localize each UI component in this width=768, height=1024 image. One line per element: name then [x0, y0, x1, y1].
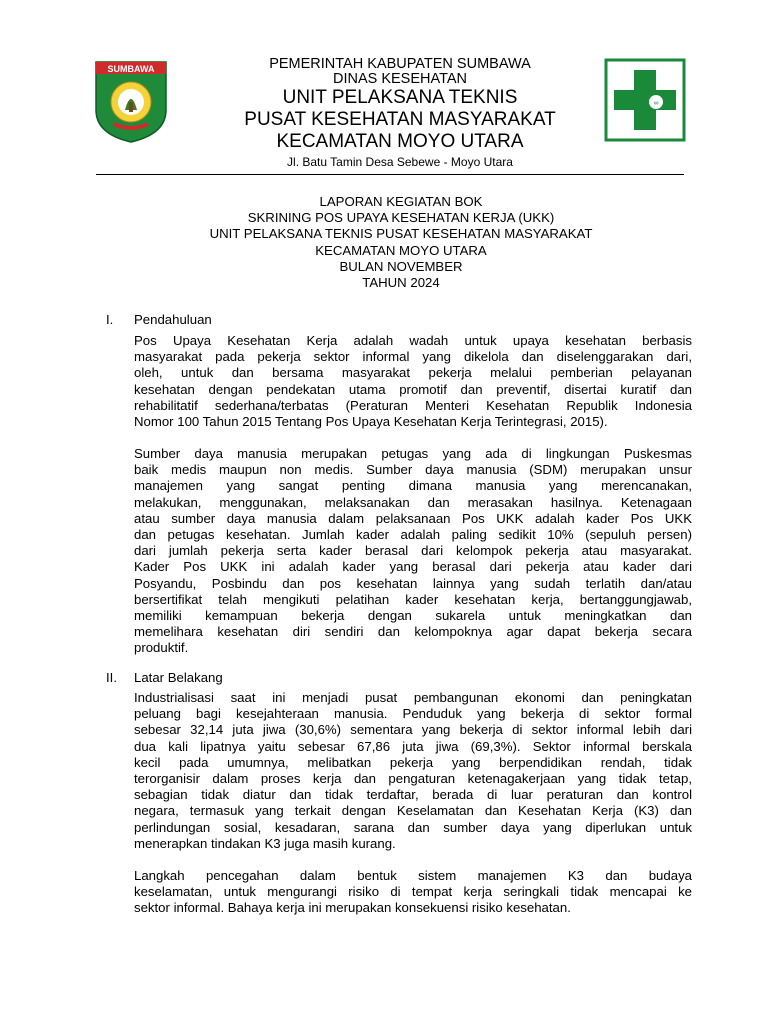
section-heading: Latar Belakang — [134, 670, 223, 685]
report-title-line: SKRINING POS UPAYA KESEHATAN KERJA (UKK) — [247, 210, 555, 226]
text-line: manajemen yang sangat penting dimana manusia yang merencanakan, — [134, 478, 692, 494]
letterhead-unit: UNIT PELAKSANA TEKNIS — [282, 87, 518, 108]
text-line: peluang bagi kesejahteraan manusia. Penduduk yang bekerja di sektor formal — [134, 706, 692, 722]
text-line: memelihara kesehatan diri sendiri dan kelompoknya agar dapat bekerja secara — [134, 624, 692, 640]
text-line: dari jumlah pekerja serta kader berasal dari kelompok pekerja atau masyarakat. — [134, 543, 692, 559]
text-line: negara, termasuk yang terkait dengan Keselamatan dan Kesehatan Kerja (K3) dan — [134, 803, 692, 819]
text-line: oleh, untuk dan bersama masyarakat pekerja melalui pemberian pelayanan — [134, 365, 692, 381]
text-line: baik medis maupun non medis. Sumber daya manusia (SDM) merupakan unsur — [134, 462, 692, 478]
text-line: sektor informal. Bahaya kerja ini merupakan konsekuensi risiko kesehatan. — [134, 900, 571, 916]
text-line: keselamatan, untuk mengurangi risiko di tempat kerja seringkali tidak mencapai ke — [134, 884, 692, 900]
report-title-line: BULAN NOVEMBER — [339, 258, 463, 274]
text-line: terorganisir dalam proses kerja dan pengaturan ketenagakerjaan yang tidak tetap, — [134, 770, 692, 786]
text-line: Nomor 100 Tahun 2015 Tentang Pos Upaya Kesehatan Kerja Terintegrasi, 2015). — [134, 413, 608, 429]
paragraph — [134, 868, 692, 917]
svg-text:∞: ∞ — [653, 100, 659, 107]
text-line: Langkah pencegahan dalam bentuk sistem manajemen K3 dan budaya — [134, 868, 692, 883]
text-line: rehabilitatif sederhana/terbatas (Peraturan Menteri Kesehatan Republik Indonesia — [134, 397, 692, 413]
report-title-line: LAPORAN KEGIATAN BOK — [319, 194, 483, 209]
text-line: memiliki kemampuan bekerja dengan sukarela untuk meningkatkan dan — [134, 607, 692, 623]
text-line: produktif. — [134, 640, 189, 656]
puskesmas-cross-icon — [604, 58, 686, 142]
letterhead-puskesmas: PUSAT KESEHATAN MASYARAKAT — [244, 109, 556, 130]
text-line: Sumber daya manusia merupakan petugas yang ada di lingkungan Puskesmas — [134, 446, 692, 461]
letterhead-government: PEMERINTAH KABUPATEN SUMBAWA — [269, 56, 531, 72]
section-number: II. — [106, 670, 117, 685]
text-line: kecil pada umumnya, melibatkan pekerja yang berpendidikan rendah, tidak — [134, 754, 692, 770]
letterhead — [200, 57, 600, 170]
text-line: dua kali lipatnya yaitu sebesar 67,86 juta jiwa (69,3%). Sektor informal berskala — [134, 738, 692, 754]
paragraph — [134, 446, 692, 656]
text-line: dan petugas kesehatan. Jumlah kader adalah paling sedikit 10% (sepuluh persen) — [134, 526, 692, 542]
text-line: Kader Pos UKK ini adalah kader yang berasal dari pekerja atau kader dari — [134, 559, 692, 575]
emblem-text: SUMBAWA — [107, 64, 155, 74]
section-heading: Pendahuluan — [134, 312, 212, 327]
text-line: sebagian tidak diatur dan tidak terdaftar, berada di luar peraturan dan kontrol — [134, 787, 692, 803]
text-line: Industrialisasi saat ini menjadi pusat pembangunan ekonomi dan peningkatan — [134, 690, 692, 705]
paragraph — [134, 333, 692, 430]
section-number: I. — [106, 312, 114, 327]
text-line: Pos Upaya Kesehatan Kerja adalah wadah untuk upaya kesehatan berbasis — [134, 333, 692, 348]
report-title-line: TAHUN 2024 — [362, 275, 440, 291]
paragraph — [134, 690, 692, 852]
text-line: perlindungan sosial, kesadaran, sarana dan sumber daya yang diperlukan untuk — [134, 819, 692, 835]
letterhead-district: KECAMATAN MOYO UTARA — [276, 131, 524, 152]
text-line: Posyandu, Posbindu dan pos kesehatan lainnya yang sudah terlatih dan/atau — [134, 575, 692, 591]
text-line: masyarakat pada pekerja sektor informal yang dikelola dan diselenggarakan dari, — [134, 349, 692, 365]
letterhead-address: Jl. Batu Tamin Desa Sebewe - Moyo Utara — [287, 155, 513, 169]
letterhead-department: DINAS KESEHATAN — [332, 71, 468, 87]
report-title-line: KECAMATAN MOYO UTARA — [315, 242, 487, 258]
text-line: melakukan, menggunakan, melaksanakan dan merasakan hasilnya. Ketenagaan — [134, 494, 692, 510]
report-title-line: UNIT PELAKSANA TEKNIS PUSAT KESEHATAN MASYARAKAT — [209, 226, 593, 242]
letterhead-divider — [96, 174, 684, 175]
text-line: menerapkan tindakan K3 juga masih kurang. — [134, 835, 396, 851]
sumbawa-emblem-icon — [92, 58, 170, 144]
report-title — [150, 194, 652, 291]
text-line: sebesar 32,14 juta jiwa (30,6%) sementara yang bekerja di sektor informal lebih dari — [134, 722, 692, 738]
text-line: bersertifikat telah mengikuti pelatihan kader kesehatan kerja, bertanggungjawab, — [134, 591, 692, 607]
text-line: atau sumber daya manusia dalam pelaksanaan Pos UKK adalah kader Pos UKK — [134, 510, 692, 526]
text-line: kesehatan dengan pendekatan utama promotif dan preventif, disertai kuratif dan — [134, 381, 692, 397]
